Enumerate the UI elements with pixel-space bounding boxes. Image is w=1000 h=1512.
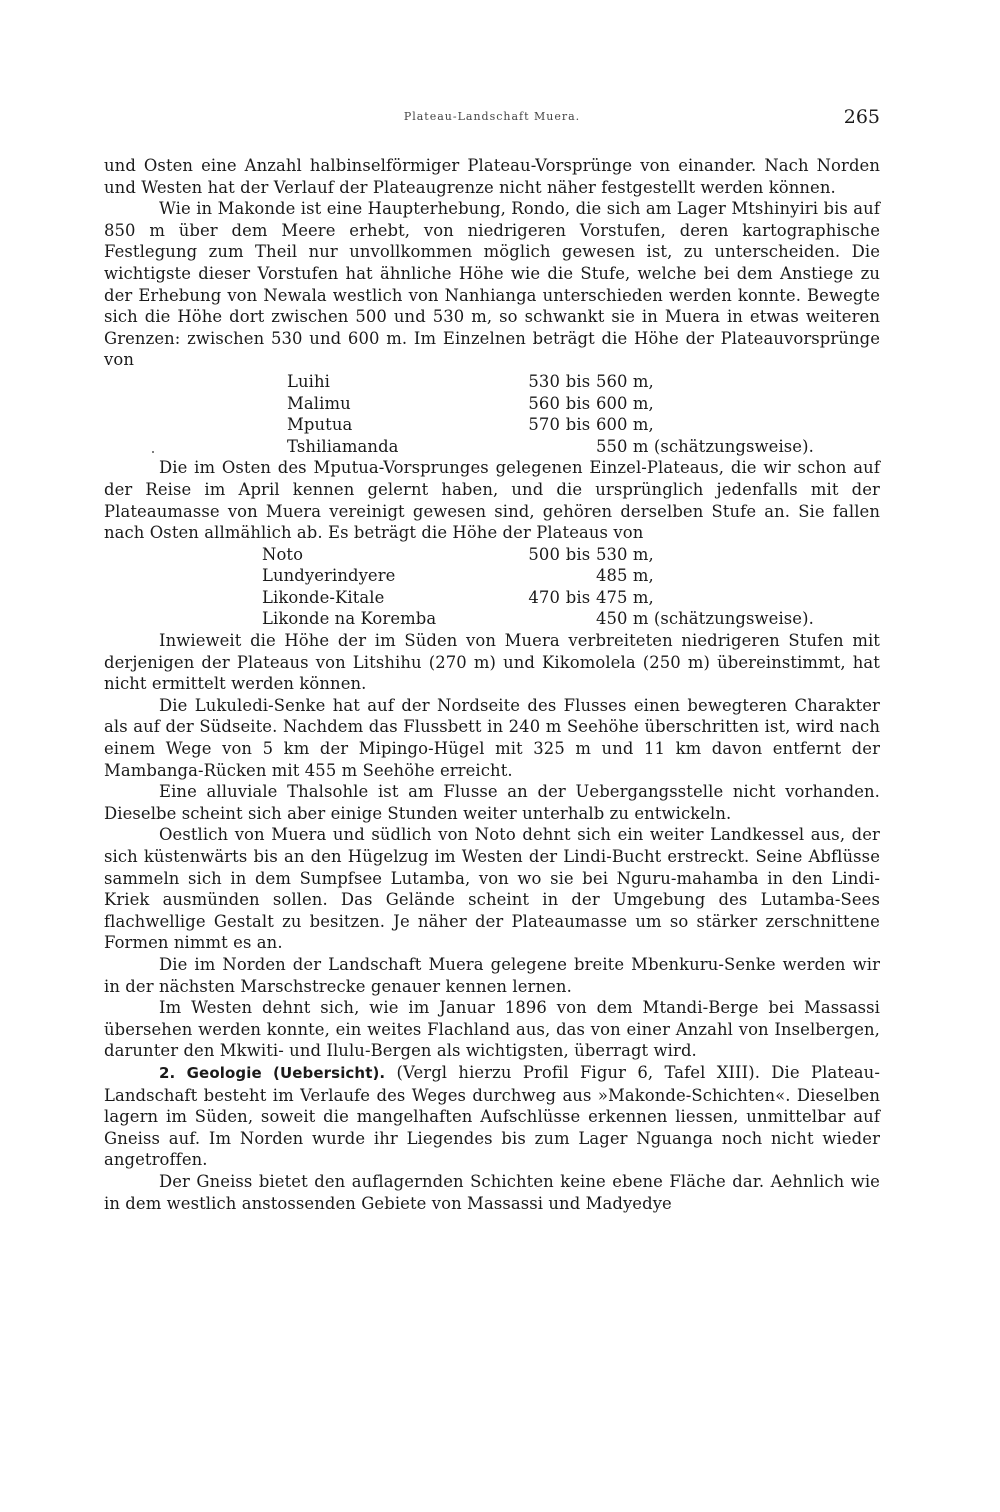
range-word: bis bbox=[565, 371, 591, 391]
page-header bbox=[104, 106, 880, 130]
paragraph-6: Eine alluviale Thalsohle ist am Flusse an der Uebergangsstelle nicht vorhanden. Dieselbe scheint sich aber einige Stunden weiter unterhalb zu entwickeln. bbox=[104, 782, 880, 823]
range-word: bis bbox=[565, 544, 591, 564]
table-row bbox=[287, 393, 814, 415]
table-row bbox=[262, 608, 814, 630]
place-name: Lundyerindyere bbox=[262, 566, 396, 586]
paragraph-4: Inwieweit die Höhe der im Süden von Muera verbreiteten niedrigeren Stufen mit derjenigen der Plateaus von Litshihu (270 m) und Kikomolela (250 m) übereinstimmt, hat nicht ermittelt werden können. bbox=[104, 631, 880, 694]
height-to: 450 m (schätzungsweise). bbox=[596, 609, 814, 629]
place-name: Tshiliamanda bbox=[287, 436, 399, 456]
section-heading: 2. Geologie (Uebersicht). bbox=[159, 1063, 386, 1082]
table-row bbox=[262, 587, 814, 609]
elevation-table-plateaus bbox=[262, 544, 814, 630]
height-from: 500 bbox=[528, 544, 560, 564]
range-word: bis bbox=[565, 393, 591, 413]
estimate-note: (schätzungsweise). bbox=[653, 609, 814, 629]
table-row bbox=[262, 544, 814, 566]
height-to: 600 m, bbox=[596, 393, 654, 413]
height-to: 600 m, bbox=[596, 415, 654, 435]
height-from bbox=[500, 608, 560, 630]
paragraph-3: Die im Osten des Mputua-Vorsprunges gelegenen Einzel-Plateaus, die wir schon auf der Reise im April kennen gelernt haben, und die ursprünglich jedenfalls mit der Plateaumasse von Muera vereinigt gewesen sind, gehören derselben Stufe an. Sie fallen nach Osten allmählich ab. Es beträgt die Höhe der Plateaus von bbox=[104, 458, 880, 543]
running-title: Plateau-Landschaft Muera. bbox=[403, 110, 581, 123]
height-to: 530 m, bbox=[596, 544, 654, 564]
height-to: 560 m, bbox=[596, 371, 654, 391]
place-name: Luihi bbox=[287, 371, 330, 391]
table-row bbox=[287, 414, 814, 436]
range-word: bis bbox=[565, 587, 591, 607]
paragraph-9: Im Westen dehnt sich, wie im Januar 1896 von dem Mtandi-Berge bei Massassi übersehen werden konnte, ein weites Flachland aus, das von einer Anzahl von Inselbergen, darunter den Mkwiti- und Ilulu-Bergen als wichtigsten, überragt wird. bbox=[104, 998, 880, 1061]
table-row bbox=[262, 565, 814, 587]
range-word: bis bbox=[565, 415, 591, 435]
table-row bbox=[287, 371, 814, 393]
page-number: 265 bbox=[843, 106, 880, 128]
height-from: 570 bbox=[528, 415, 560, 435]
height-from bbox=[500, 436, 560, 458]
height-from: 530 bbox=[528, 371, 560, 391]
paragraph-1: und Osten eine Anzahl halbinselförmiger Plateau-Vorsprünge von einander. Nach Norden und Westen hat der Verlauf der Plateaugrenze nicht näher festgestellt werden können. bbox=[104, 156, 880, 197]
height-from: 470 bbox=[528, 587, 560, 607]
place-name: Noto bbox=[262, 544, 304, 564]
height-to: 475 m, bbox=[596, 587, 654, 607]
place-name: Malimu bbox=[287, 393, 351, 413]
height-to: 485 m, bbox=[596, 566, 654, 586]
estimate-note: (schätzungsweise). bbox=[653, 436, 814, 456]
range-word bbox=[560, 436, 596, 458]
range-word bbox=[560, 565, 596, 587]
table-row bbox=[287, 436, 814, 458]
paragraph-10-text: (Vergl hierzu Profil Figur 6, Tafel XIII). Die Plateau-Landschaft besteht im Verlaufe des Weges durchweg aus »Makonde-Schichten«. Dieselben lagern im Süden, soweit die mangelhaften Aufschlüsse erkennen liessen, unmittelbar auf Gneiss auf. Im Norden wurde ihr Liegendes bis zum Lager Nguanga noch nicht wieder angetroffen. bbox=[104, 1062, 880, 1170]
range-word bbox=[560, 608, 596, 630]
paragraph-5: Die Lukuledi-Senke hat auf der Nordseite des Flusses einen bewegteren Charakter als auf der Südseite. Nachdem das Flussbett in 240 m Seehöhe überschritten ist, wird nach einem Wege von 5 km der Mipingo-Hügel mit 325 m und 11 km davon entfernt der Mambanga-Rücken mit 455 m Seehöhe erreicht. bbox=[104, 695, 880, 780]
paragraph-11: Der Gneiss bietet den auflagernden Schichten keine ebene Fläche dar. Aehnlich wie in dem westlich anstossenden Gebiete von Massassi und Madyedye bbox=[104, 1171, 880, 1213]
height-from: 560 bbox=[528, 393, 560, 413]
paragraph-2: Wie in Makonde ist eine Haupterhebung, Rondo, die sich am Lager Mtshinyiri bis auf 850 m über dem Meere erhebt, von niedrigeren Vorstufen, deren kartographische Festlegung zum Theil nur unvollkommen möglich gewesen ist, zu unterscheiden. Die wichtigste dieser Vorstufen hat ähnliche Höhe wie die Stufe, welche bei dem Anstiege zu der Erhebung von Newala westlich von Nanhianga unterschieden werden konnte. Bewegte sich die Höhe dort zwischen 500 und 530 m, so schwankt sie in Muera in etwas weiteren Grenzen: zwischen 530 und 600 m. Im Einzelnen beträgt die Höhe der Plateauvorsprünge von bbox=[104, 199, 880, 370]
height-from bbox=[500, 565, 560, 587]
height-to: 550 m (schätzungsweise). bbox=[596, 436, 814, 456]
elevation-table-muera bbox=[287, 371, 814, 457]
body-text bbox=[104, 155, 880, 1214]
place-name: Likonde-Kitale bbox=[262, 587, 385, 607]
place-name: Likonde na Koremba bbox=[262, 609, 437, 629]
paragraph-7: Oestlich von Muera und südlich von Noto dehnt sich ein weiter Landkessel aus, der sich küstenwärts bis an den Hügelzug im Westen der Lindi-Bucht erstreckt. Seine Abflüsse sammeln sich in dem Sumpfsee Lutamba, von wo sie bei Nguru-mahamba in den Lindi-Kriek ausmünden sollen. Das Gelände scheint in der Umgebung des Lutamba-Sees flachwellige Gestalt zu besitzen. Je näher der Plateaumasse um so stärker zerschnittene Formen nimmt es an. bbox=[104, 825, 880, 953]
paragraph-8: Die im Norden der Landschaft Muera gelegene breite Mbenkuru-Senke werden wir in der nächsten Marschstrecke genauer kennen lernen. bbox=[104, 954, 880, 996]
place-name: Mputua bbox=[287, 415, 353, 435]
paragraph-10 bbox=[104, 1062, 880, 1171]
